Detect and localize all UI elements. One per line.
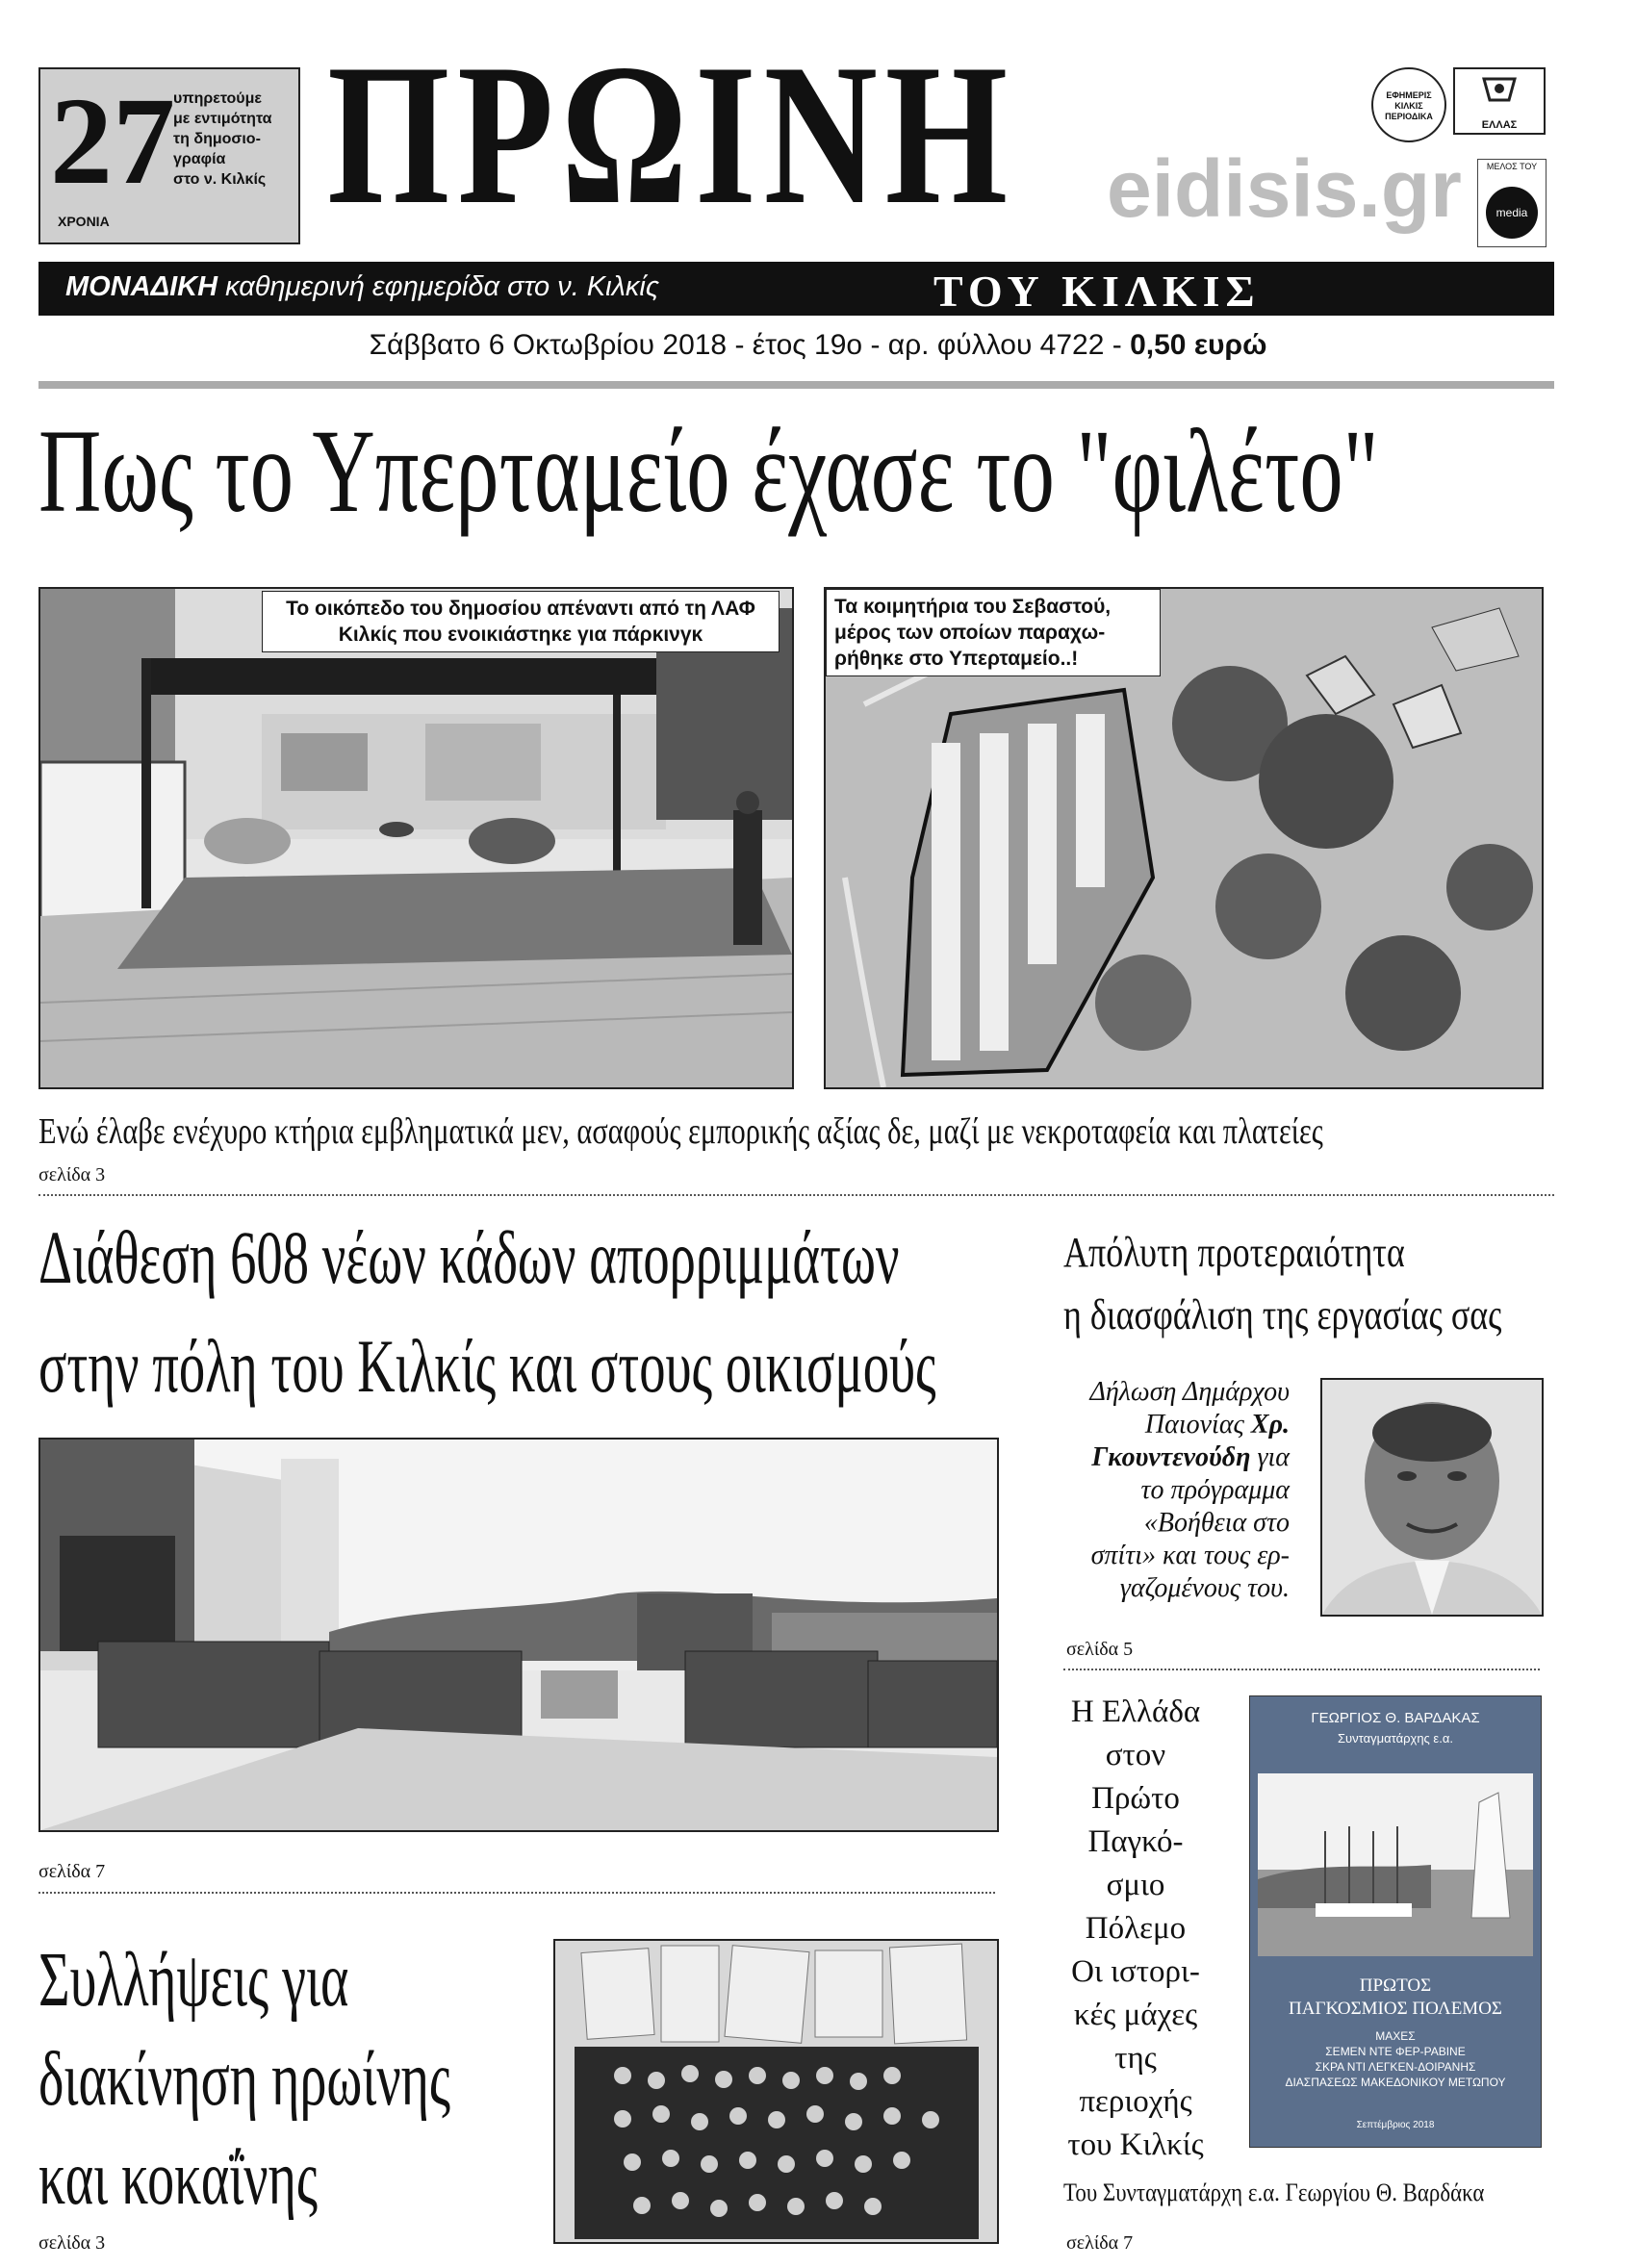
elta-logo-icon: ΕΛΛΑΣ xyxy=(1453,67,1546,135)
anniversary-text: υπηρετούμε με εντιμότητα τη δημοσιο- γραφία στο ν. Κιλκίς xyxy=(173,90,272,188)
media-logo-icon: media xyxy=(1486,187,1538,239)
bins-headline-line2[interactable]: στην πόλη του Κιλκίς και στους οικισμούς xyxy=(38,1324,936,1408)
parking-lot-caption: Το οικόπεδο του δημοσίου απέναντι από τη ΛΑΦ Κιλκίς που ενοικιάστηκε για πάρκινγκ xyxy=(262,591,780,652)
lead-subhead: Ενώ έλαβε ενέχυρο κτήρια εμβληματικά μεν, ασαφούς εμπορικής αξίας δε, μαζί με νεκροταφεία και πλατείες xyxy=(38,1111,1323,1152)
seized-drugs-photo xyxy=(553,1939,999,2244)
book-headline[interactable]: Η Ελλάδα στον Πρώτο Παγκό- σμιο Πόλεμο Οι ιστορι- κές μάχες της περιοχής του Κιλκίς xyxy=(1067,1695,1204,2162)
lead-headline[interactable]: Πως το Υπερταμείο έχασε το "φιλέτο" xyxy=(38,405,1379,537)
member-badge: ΜΕΛΟΣ ΤΟΥ media xyxy=(1477,159,1547,247)
banner-subtitle: ΤΟΥ ΚΙΛΚΙΣ xyxy=(933,267,1261,316)
arrests-headline-line3[interactable]: και κοκαΐνης xyxy=(38,2136,319,2221)
cover-author: ΓΕΩΡΓΙΟΣ Θ. ΒΑΡΔΑΚΑΣ xyxy=(1311,1710,1480,1726)
masthead-banner xyxy=(38,262,1554,316)
anniversary-number: 27 xyxy=(50,72,175,211)
website-link[interactable]: eidisis.gr xyxy=(1107,143,1462,234)
divider xyxy=(1063,1669,1540,1670)
book-byline: Του Συνταγματάρχη ε.α. Γεωργίου Θ. Βαρδάκα xyxy=(1063,2179,1485,2206)
arrests-headline-line2[interactable]: διακίνηση ηρωίνης xyxy=(38,2037,451,2122)
cover-title-line1: ΠΡΩΤΟΣ xyxy=(1359,1975,1432,1996)
postal-stamp-icon: ΕΦΗΜΕΡΙΣ ΚΙΛΚΙΣ ΠΕΡΙΟΔΙΚΑ xyxy=(1371,67,1446,142)
cemetery-aerial-photo xyxy=(824,587,1544,1089)
arrests-headline-line1[interactable]: Συλλήψεις για xyxy=(38,1938,349,2023)
book-cover xyxy=(1249,1695,1542,2148)
page-ref[interactable]: σελίδα 7 xyxy=(38,1861,106,1882)
page-ref[interactable]: σελίδα 5 xyxy=(1066,1639,1134,1660)
divider xyxy=(38,381,1554,389)
bins-headline-line1[interactable]: Διάθεση 608 νέων κάδων απορριμμάτων xyxy=(38,1215,900,1299)
mayor-portrait xyxy=(1320,1378,1544,1617)
cover-subtitle-line3: ΣΚΡΑ ΝΤΙ ΛΕΓΚΕΝ-ΔΟΙΡΑΝΗΣ xyxy=(1315,2060,1476,2074)
page-ref[interactable]: σελίδα 3 xyxy=(38,2232,106,2254)
cover-subtitle-line1: ΜΑΧΕΣ xyxy=(1375,2029,1416,2043)
banner-tagline: ΜΟΝΑΔΙΚΗ καθημερινή εφημερίδα στο ν. Κιλκίς xyxy=(65,271,659,302)
anniversary-word: ΧΡΟΝΙΑ xyxy=(58,214,110,229)
waste-bins-photo xyxy=(38,1438,999,1832)
newspaper-title: ΠΡΩΙΝΗ xyxy=(327,23,1015,246)
dateline: Σάββατο 6 Οκτωβρίου 2018 - έτος 19ο - αρ. φύλλου 4722 - 0,50 ευρώ xyxy=(369,329,1267,361)
cover-subtitle-line2: ΣΕΜΕΝ ΝΤΕ ΦΕΡ-ΡΑΒΙΝΕ xyxy=(1325,2045,1466,2058)
mayor-text: Δήλωση Δημάρχου Παιονίας Χρ. Γκουντενούδη για το πρόγραμμα «Βοήθεια στο σπίτι» και τους ερ- γαζομένους του. xyxy=(1089,1377,1290,1603)
cemetery-caption: Τα κοιμητήρια του Σεβαστού, μέρος των οποίων παραχω-ρήθηκε στο Υπερταμείο..! xyxy=(826,589,1161,676)
page-ref[interactable]: σελίδα 7 xyxy=(1066,2232,1134,2254)
cover-date: Σεπτέμβριος 2018 xyxy=(1356,2120,1435,2130)
divider xyxy=(38,1892,995,1894)
cover-title-line2: ΠΑΓΚΟΣΜΙΟΣ ΠΟΛΕΜΟΣ xyxy=(1289,1999,1502,2019)
anniversary-box xyxy=(38,67,300,244)
page-ref[interactable]: σελίδα 3 xyxy=(38,1164,106,1185)
mayor-headline-line2[interactable]: η διασφάλιση της εργασίας σας xyxy=(1063,1291,1502,1338)
cover-rank: Συνταγματάρχης ε.α. xyxy=(1338,1731,1453,1746)
cover-monument-image xyxy=(1258,1773,1533,1956)
cover-subtitle-line4: ΔΙΑΣΠΑΣΕΩΣ ΜΑΚΕΔΟΝΙΚΟΥ ΜΕΤΩΠΟΥ xyxy=(1285,2076,1506,2089)
divider xyxy=(38,1194,1554,1196)
parking-lot-photo xyxy=(38,587,794,1089)
mayor-headline-line1[interactable]: Απόλυτη προτεραιότητα xyxy=(1063,1229,1405,1276)
